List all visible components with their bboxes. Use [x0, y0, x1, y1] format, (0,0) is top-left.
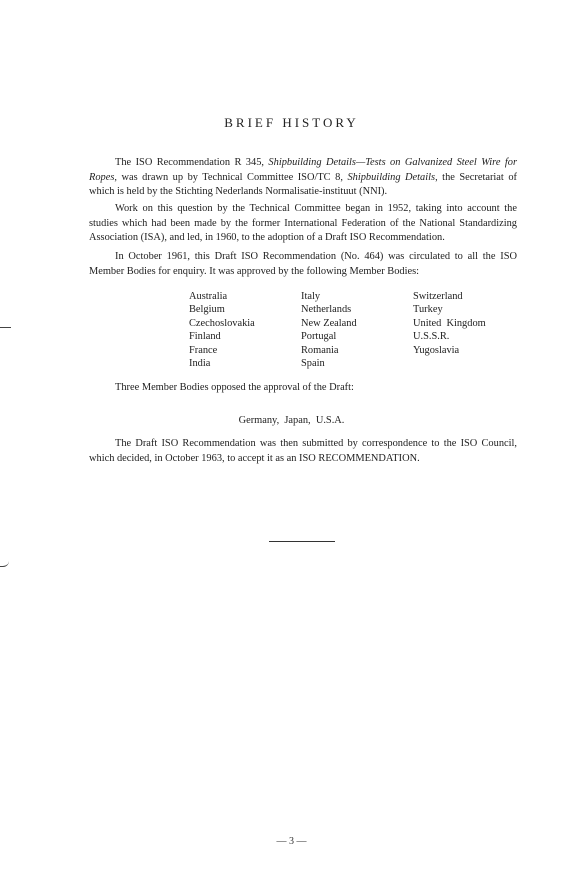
- member-bodies-column-1: [189, 290, 255, 370]
- paragraph-opposition: Three Member Bodies opposed the approval of the Draft:: [115, 382, 354, 393]
- member-body: Australia: [189, 291, 228, 302]
- recommendation-title: Shipbuilding Details—Tests on Galvanized Steel Wire for Ropes: [89, 157, 517, 183]
- paragraph-origin: [89, 156, 517, 200]
- member-body: Italy: [301, 291, 321, 302]
- member-body: Switzerland: [413, 291, 463, 302]
- member-body: Finland: [189, 331, 221, 343]
- margin-mark: [0, 327, 11, 328]
- member-body: U.S.S.R.: [413, 331, 450, 343]
- member-body: Romania: [301, 344, 339, 356]
- paragraph-origin-text-3: , the Secretariat of which is held by the Stichting Nederlands Normalisatie-instituut (NNI).: [89, 171, 517, 197]
- member-bodies-column-3: [413, 290, 486, 357]
- paragraph-work-history: Work on this question by the Technical Committee began in 1952, taking into account the studies which had been made by the former International Federation of the National Standardizing Association (ISA), and led, in 1960, to the adoption of a Draft ISO Recommendation.: [89, 203, 517, 243]
- member-body: Belgium: [189, 304, 225, 316]
- member-body: New Zealand: [301, 317, 357, 329]
- committee-name: Shipbuilding Details: [347, 171, 436, 183]
- page-title: BRIEF HISTORY: [224, 115, 359, 130]
- member-body: United Kingdom: [413, 317, 486, 329]
- member-body: France: [189, 344, 218, 356]
- paragraph-acceptance: The Draft ISO Recommendation was then submitted by correspondence to the ISO Council, which decided, in October 1963, to accept it as an ISO RECOMMENDATION.: [89, 438, 517, 464]
- member-body: Netherlands: [301, 304, 352, 316]
- member-body: Portugal: [301, 331, 337, 343]
- member-body: Turkey: [413, 304, 443, 316]
- page-number: — 3 —: [276, 836, 307, 847]
- margin-mark: [0, 560, 9, 567]
- opposing-member-bodies: Germany, Japan, U.S.A.: [238, 415, 345, 426]
- paragraph-origin-text-2: , was drawn up by Technical Committee ISO/TC 8,: [114, 171, 348, 183]
- paragraph-circulation: In October 1961, this Draft ISO Recommendation (No. 464) was circulated to all the ISO Member Bodies for enquiry. It was approved by the following Member Bodies:: [89, 251, 517, 277]
- member-body: Czechoslovakia: [189, 317, 255, 329]
- member-body: Yugoslavia: [413, 344, 460, 356]
- closing-rule: [269, 541, 335, 542]
- paragraph-origin-text-1: The ISO Recommendation R 345,: [115, 157, 269, 168]
- member-body: Spain: [301, 358, 325, 370]
- member-body: India: [189, 358, 211, 370]
- member-bodies-column-2: [301, 290, 357, 370]
